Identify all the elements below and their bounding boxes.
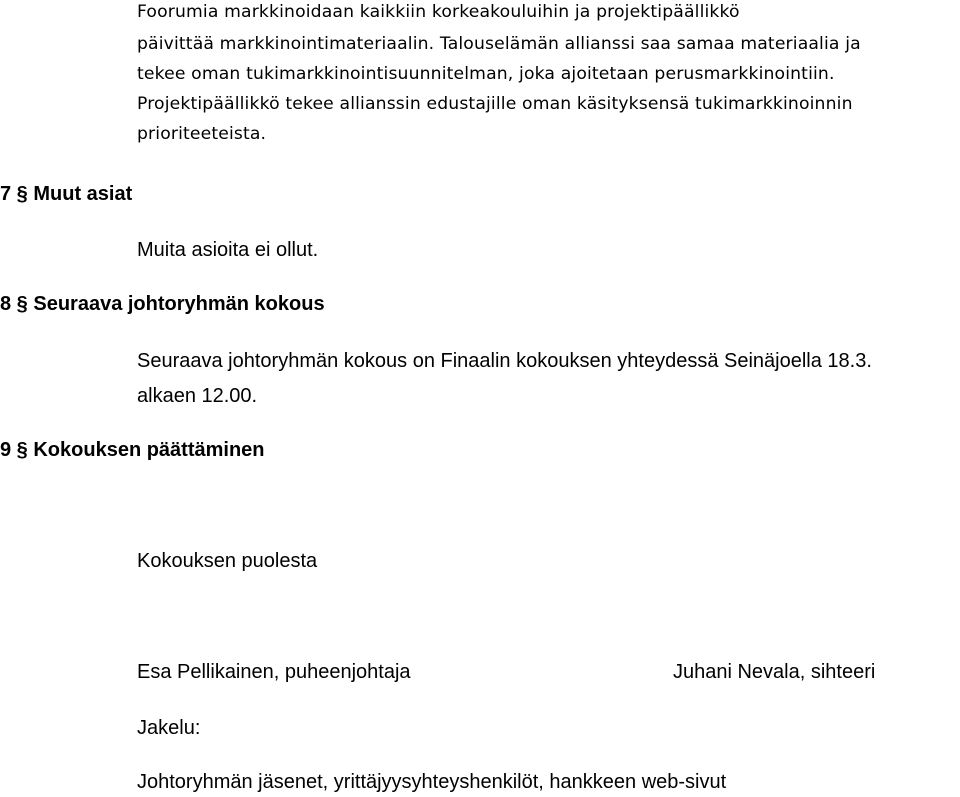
section-9-heading: 9 § Kokouksen päättäminen — [0, 439, 265, 461]
on-behalf-label: Kokouksen puolesta — [137, 550, 318, 572]
distribution-label: Jakelu: — [137, 717, 201, 739]
distribution-recipients: Johtoryhmän jäsenet, yrittäjyysyhteyshenkilöt, hankkeen web-sivut — [137, 771, 727, 793]
paragraph-line-5: prioriteeteista. — [137, 124, 267, 144]
paragraph-line-3: tekee oman tukimarkkinointisuunnitelman, joka ajoitetaan perusmarkkinointiin. — [137, 64, 835, 84]
section-7-body: Muita asioita ei ollut. — [137, 239, 319, 261]
section-8-body-line-2: alkaen 12.00. — [137, 385, 258, 407]
secretary-signature: Juhani Nevala, sihteeri — [673, 661, 876, 683]
section-7-heading: 7 § Muut asiat — [0, 183, 133, 205]
section-8-heading: 8 § Seuraava johtoryhmän kokous — [0, 293, 325, 315]
paragraph-line-2: päivittää markkinointimateriaalin. Talouselämän allianssi saa samaa materiaalia ja — [137, 34, 861, 54]
paragraph-line-1: Foorumia markkinoidaan kaikkiin korkeakouluihin ja projektipäällikkö — [137, 2, 740, 22]
section-8-body-line-1: Seuraava johtoryhmän kokous on Finaalin kokouksen yhteydessä Seinäjoella 18.3. — [137, 350, 872, 372]
chair-signature: Esa Pellikainen, puheenjohtaja — [137, 661, 411, 683]
paragraph-line-4: Projektipäällikkö tekee allianssin edustajille oman käsityksensä tukimarkkinoinnin — [137, 94, 853, 114]
